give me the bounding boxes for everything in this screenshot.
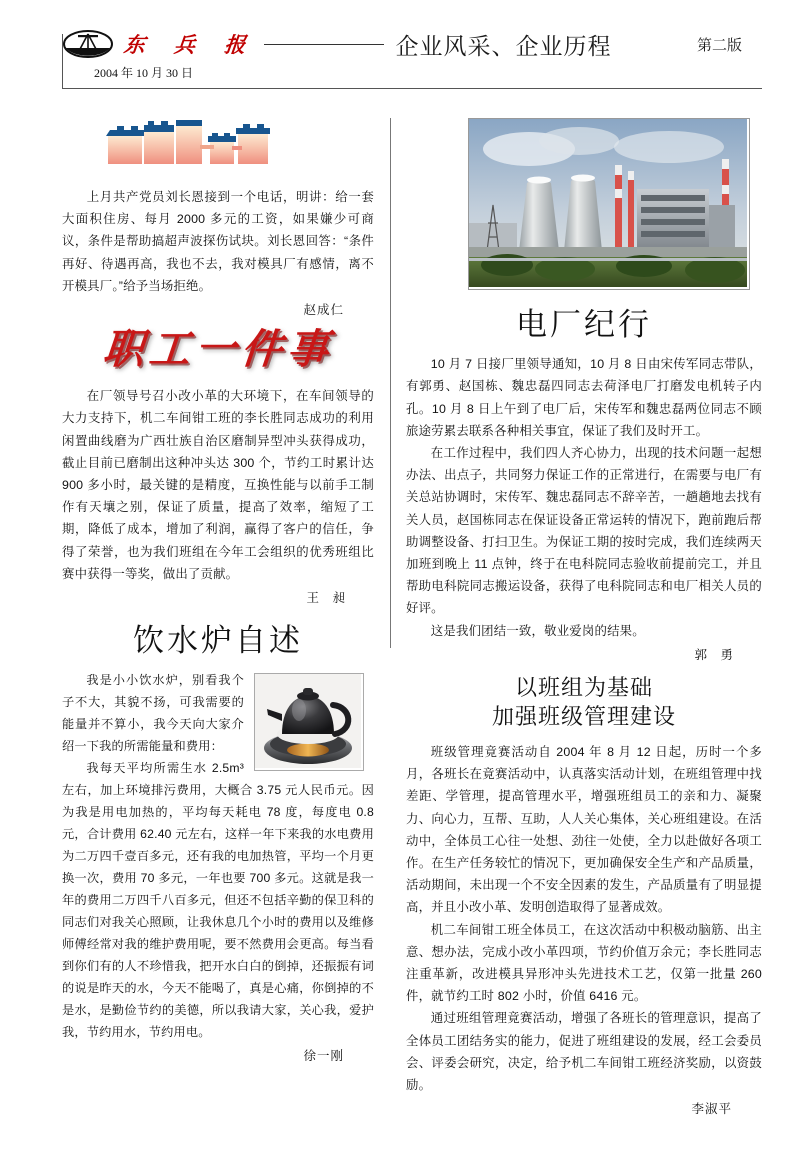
page-number: 第二版 (696, 37, 742, 54)
left-column (62, 110, 374, 1064)
article-columns (62, 110, 762, 1140)
lead-byline: 赵成仁 (303, 303, 344, 318)
masthead-bottom-rule (62, 88, 762, 89)
right-article2-paragraph-1: 班级管理竟赛活动自 2004 年 8 月 12 日起，历时一个多月，各班长在竟赛活动中，认真落实活动计划，在班组管理中找差距、学管理，提高管理水平，增强班组员工的亲和力、凝聚力、向心力，互帮、互助，人人关心集体，关心班组建设。在活动中，全体员工心往一处想、劲往一处使，全力以赴做好各项工作。在生产任务较忙的情况下，更加确保安全生产和产品质量，活动期间，未出现一个不安全因素的发生，产品质量有了明显提高，并且小改小革、发明创造取得了显著成效。 (406, 744, 762, 915)
article2-paragraph-2: 我每天平均所需生水 2.5m³ 左右，加上环境排污费用，大概合 3.75 元人民币元。因为我是用电加热的，平均每天耗电 78 度，每度电 0.8 元，合计费用 62.40 元左右，这样一年下来我的水电费用为二万四千壹百多元，还有我的电加热管，平均一个月更换一次，费用 70 多元，一年也要 700 多元。这就是我一年的费用二万四千八百多元，但还不包括辛勤的保卫科的同志们对我关心照顾，让我休息几个小时的费用以及维修师傅经常对我的维护费用呢，要不然费用会更高。每当看到你们有的人不珍惜我，把开水白白的倒掉，还振振有词的说是昨天的水，今天不能喝了，真是心痛，你倒掉的不是水，是勤俭节约的美德，所以我请大家，关心我，爱护我，节约用水，节约用电。 (62, 761, 374, 1040)
article-title-yinshuilu-zishu: 饮水炉自述 (133, 622, 303, 658)
power-plant-cooling-towers-photo (468, 118, 750, 290)
column-divider (390, 118, 391, 648)
factory-logo-icon (62, 29, 114, 59)
article-title-diancgang-jixing: 电厂纪行 (516, 307, 652, 342)
right-article2-body (406, 741, 762, 1096)
article1-byline: 王 昶 (306, 590, 350, 605)
article1-paragraph: 在厂领导号召小改小革的大环境下，在车间领导的大力支持下，机二车间钳工班的李长胜同志成功的利用闲置曲线磨为广西壮族自治区磨制异型冲头获得成功，截止目前已磨制出这种冲头达 300 个，节约工时累计达 900 多小时，最关键的是精度，互换性能与以前手工制作有天壤之别，保证了质量，提高了效率，缩短了工期，降低了成本，增加了利润，赢得了客户的信任，争得了荣誉，也为我们班组在今年工会组织的优秀班组比赛中获得一等奖，做出了贡献。 (62, 389, 374, 581)
right-column (406, 110, 762, 1117)
right-article1-paragraph-1: 10 月 7 日接厂里领导通知，10 月 8 日由宋传军同志带队，有郭勇、赵国栋、魏忠磊四同志去荷泽电厂打磨发电机转子内孔。10 月 8 日上午到了电厂后，宋传军和魏忠磊两位同志不顾旅途劳累去联系各种相关事宜，保证了我们及时开工。 (406, 357, 762, 438)
right-article1-body (406, 353, 762, 642)
article-title-banzu-guanli (406, 673, 762, 731)
section-title: 企业风采、企业历程 (395, 33, 612, 59)
right-article2-paragraph-2: 机二车间钳工班全体员工，在这次活动中积极动脑筋、出主意、想办法，完成小改小革四项，节约价值万余元；李长胜同志注重革新，改进模具异形冲头先进技术工艺，仅第一批量 260 件，就节约工时 802 小时，价值 6416 元。 (406, 922, 762, 1004)
masthead-divider-rule (264, 44, 384, 45)
right-article2-paragraph-3: 通过班组管理竟赛活动，增强了各班长的管理意识，提高了全体员工团结务实的能力，促进了班组建设的发展，经工会委员会、评委会研究，决定，给予机二车间钳工班经济奖励，以资鼓励。 (406, 1011, 762, 1092)
article-title-zhigong-yijianshi: 职工一件事 (101, 326, 336, 373)
article2-paragraph-1: 我是小小饮水炉，别看我个子不大，其貌不扬，可我需要的能量并不算小，我今天向大家介绍一下我的所需能量和费用： (62, 673, 244, 754)
issue-date: 2004 年 10 月 30 日 (94, 66, 194, 80)
right-article1-byline: 郭 勇 (694, 647, 738, 662)
article1-body (62, 385, 374, 585)
article-title-line-2: 加强班级管理建设 (491, 703, 676, 729)
paper-name: 东 兵 报 (122, 33, 259, 57)
electric-water-kettle-photo (254, 673, 364, 771)
lead-paragraph-block (62, 186, 374, 297)
right-article1-paragraph-3: 这是我们团结一致，敬业爱岗的结果。 (430, 623, 645, 638)
lead-paragraph: 上月共产党员刘长恩接到一个电话，明讲：给一套大面积住房、每月 2000 多元的工资，如果嫌少可商议，条件是帮助搞超声波探伤试块。刘长恩回答：“条件再好、待遇再高，我也不去，我对模具厂有感情，离不开模具厂。”给予当场拒绝。 (62, 190, 374, 293)
right-article1-paragraph-2: 在工作过程中，我们四人齐心协力，出现的技术问题一起想办法、出点子，共同努力保证工作的正常进行，在需要与电厂有关总站协调时，宋传军、魏忠磊同志不辞辛苦，一趟趟地去找有关人员，赵国栋同志在保证设备正常运转的情况下，跑前跑后帮助调整设备、打扫卫生。为保证工期的按时完成，我们连续两天加班到晚上 11 点钟，终于在电科院同志验收前提前完工，并且帮助电科院同志搬运设备，获得了电科院同志和电厂相关人员的好评。 (406, 446, 762, 616)
right-article2-byline: 李淑平 (691, 1102, 732, 1117)
article2-byline: 徐一刚 (303, 1049, 344, 1064)
article-title-line-1: 以班组为基础 (514, 674, 653, 700)
city-skyline-banner-icon (104, 116, 304, 172)
masthead (62, 22, 762, 84)
